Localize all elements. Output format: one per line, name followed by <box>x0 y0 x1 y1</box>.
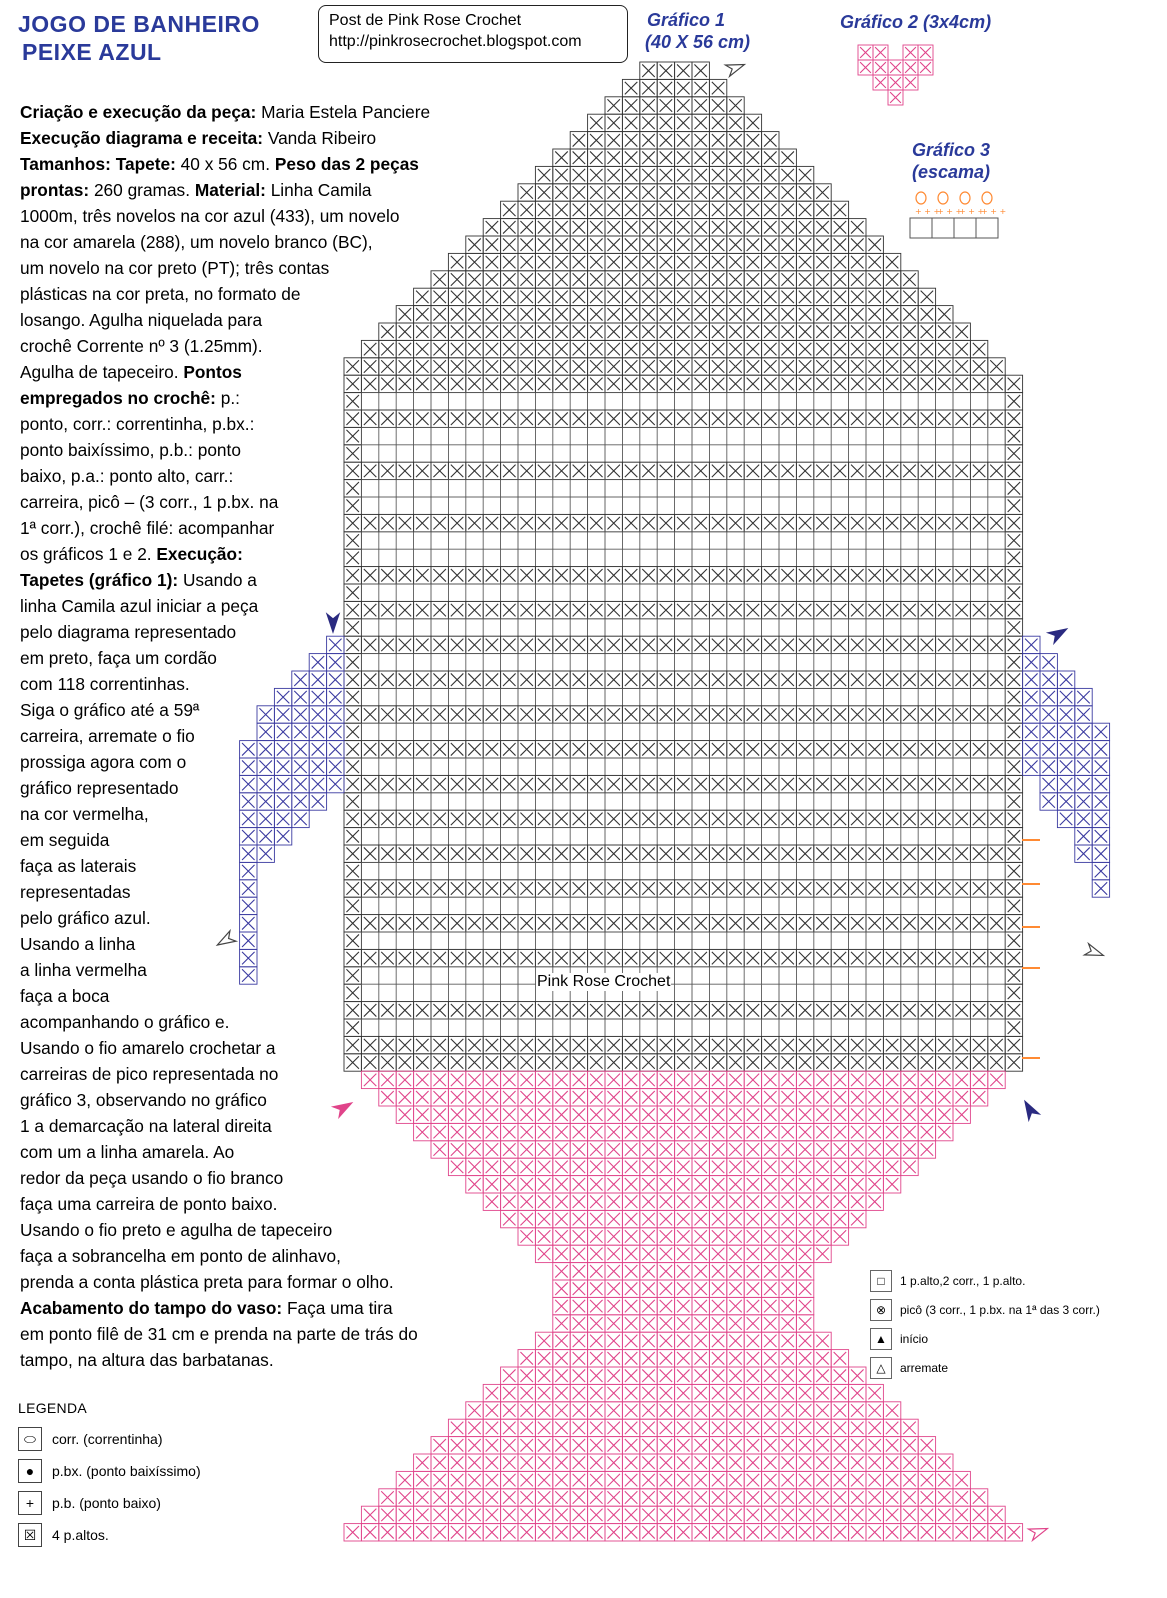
instruction-text: com um a linha amarela. Ao <box>20 1142 235 1162</box>
instruction-text: faça a sobrancelha em ponto de alinhavo, <box>20 1246 341 1266</box>
key-item <box>870 1326 928 1352</box>
instruction-text: gráfico 3, observando no gráfico <box>20 1090 267 1110</box>
legend <box>18 1400 201 1543</box>
instruction-text: ponto, corr.: correntinha, p.bx.: <box>20 414 255 434</box>
graph-1-title-line2: (40 X 56 cm) <box>645 32 751 52</box>
svg-text:+ + +: + + + <box>959 207 985 216</box>
legend-symbol-icon: + <box>18 1491 42 1515</box>
instruction-bold-text: Peso das 2 peças <box>274 154 419 174</box>
instruction-bold-text: Tamanhos: Tapete: <box>20 154 181 174</box>
legend-item <box>18 1489 161 1517</box>
legend-label: corr. (correntinha) <box>52 1431 163 1447</box>
instruction-text: losango. Agulha niquelada para <box>20 310 263 330</box>
instruction-bold-text: prontas: <box>20 180 94 200</box>
instruction-text: pelo diagrama representado <box>20 622 237 642</box>
instruction-text: representadas <box>20 882 131 902</box>
instruction-text: plásticas na cor preta, no formato de <box>20 284 301 304</box>
instruction-text: Maria Estela Panciere <box>261 102 431 122</box>
svg-text:+ + +: + + + <box>981 207 1007 216</box>
legend-symbol-icon: ● <box>18 1459 42 1483</box>
yellow-demarcation-marks <box>1022 840 1040 1058</box>
instruction-text: Linha Camila <box>270 180 372 200</box>
legend-label: p.bx. (ponto baixíssimo) <box>52 1463 201 1479</box>
instruction-text: pelo gráfico azul. <box>20 908 151 928</box>
legend-item <box>18 1457 201 1485</box>
inicio-arrow-icon <box>333 1098 355 1117</box>
instruction-bold-text: Execução: <box>156 544 243 564</box>
instruction-text: Usando a linha <box>20 934 136 954</box>
inicio-arrow-icon <box>1020 1098 1039 1120</box>
key-label: arremate <box>900 1361 949 1375</box>
fish-head-grid <box>344 62 1005 375</box>
instruction-text: em seguida <box>20 830 110 850</box>
instruction-text: 1000m, três novelos na cor azul (433), um novelo <box>20 206 400 226</box>
legend-symbol-icon: ⬭ <box>18 1427 42 1451</box>
instruction-bold-text: Material: <box>194 180 271 200</box>
instruction-text: Usando o fio preto e agulha de tapeceiro <box>20 1220 333 1240</box>
key-symbol-icon: △ <box>870 1357 892 1379</box>
legend-label: p.b. (ponto baixo) <box>52 1495 161 1511</box>
instruction-text: faça uma carreira de ponto baixo. <box>20 1194 278 1214</box>
instruction-text: os gráficos 1 e 2. <box>20 544 157 564</box>
instruction-bold-text: Criação e execução da peça: <box>20 102 262 122</box>
graph-3-title-line1: Gráfico 3 <box>912 140 991 160</box>
key-label: início <box>900 1332 929 1346</box>
instruction-text: 260 gramas. <box>93 180 195 200</box>
arremate-arrow-icon <box>214 931 236 950</box>
legend-label: 4 p.altos. <box>52 1527 109 1543</box>
instruction-text: 1ª corr.), crochê filé: acompanhar <box>20 518 275 538</box>
instruction-text: Siga o gráfico até a 59ª <box>20 700 200 720</box>
legend-item <box>18 1521 109 1549</box>
svg-text:+ + +: + + + <box>937 207 963 216</box>
key-label: picô (3 corr., 1 p.bx. na 1ª das 3 corr.) <box>900 1303 1100 1317</box>
instruction-text: baixo, p.a.: ponto alto, carr.: <box>20 466 234 486</box>
instruction-text: faça a boca <box>20 986 110 1006</box>
legend-title: LEGENDA <box>18 1400 88 1416</box>
graph-3-scale-grid <box>910 192 1006 238</box>
instruction-text: gráfico representado <box>20 778 179 798</box>
instruction-bold-text: Execução diagrama e receita: <box>20 128 268 148</box>
instruction-text: um novelo na cor preto (PT); três contas <box>20 258 330 278</box>
arremate-arrow-icon <box>725 59 746 76</box>
instruction-bold-text: Pontos <box>183 362 242 382</box>
instruction-text: carreira, arremate o fio <box>20 726 195 746</box>
instruction-text: p.: <box>220 388 240 408</box>
fish-body-grid <box>344 375 1023 1071</box>
inicio-arrow-icon <box>327 614 339 632</box>
instruction-text: a linha vermelha <box>20 960 147 980</box>
instruction-text: Usando o fio amarelo crochetar a <box>20 1038 276 1058</box>
arremate-arrow-icon <box>1028 1523 1049 1540</box>
instruction-text: Vanda Ribeiro <box>267 128 377 148</box>
instruction-bold-text: empregados no crochê: <box>20 388 221 408</box>
key-label: 1 p.alto,2 corr., 1 p.alto. <box>900 1274 1026 1288</box>
instruction-text: crochê Corrente nº 3 (1.25mm). <box>20 336 263 356</box>
instruction-text: na cor vermelha, <box>20 804 149 824</box>
graph-2-title: Gráfico 2 (3x4cm) <box>840 12 992 32</box>
instruction-text: tampo, na altura das barbatanas. <box>20 1350 274 1370</box>
instruction-text: linha Camila azul iniciar a peça <box>20 596 259 616</box>
legend-item <box>18 1425 162 1453</box>
instruction-text: redor da peça usando o fio branco <box>20 1168 284 1188</box>
svg-text:+ + +: + + + <box>915 207 941 216</box>
instruction-text: faça as laterais <box>20 856 137 876</box>
instruction-bold-text: Acabamento do tampo do vaso: <box>20 1298 287 1318</box>
instruction-text: Faça uma tira <box>286 1298 393 1318</box>
instruction-text: Usando a <box>182 570 257 590</box>
instruction-text: em ponto filê de 31 cm e prenda na parte de trás do <box>20 1324 418 1344</box>
key-symbol-icon: ▲ <box>870 1328 892 1350</box>
key-symbol-icon: ⊗ <box>870 1299 892 1321</box>
title-line-1: JOGO DE BANHEIRO <box>18 11 260 37</box>
instruction-text: ponto baixíssimo, p.b.: ponto <box>20 440 241 460</box>
title-line-2: PEIXE AZUL <box>22 39 162 65</box>
graph-3-title-line2: (escama) <box>912 162 991 182</box>
instruction-text: na cor amarela (288), um novelo branco (BC), <box>20 232 373 252</box>
legend-symbol-icon: ☒ <box>18 1523 42 1547</box>
instruction-text: 1 a demarcação na lateral direita <box>20 1116 272 1136</box>
key-item <box>870 1297 1100 1323</box>
key-item <box>870 1268 1025 1294</box>
post-credit-name: Post de Pink Rose Crochet <box>329 12 522 29</box>
instruction-text: prossiga agora com o <box>20 752 187 772</box>
key-item <box>870 1355 948 1381</box>
post-credit-url[interactable]: http://pinkrosecrochet.blogspot.com <box>329 33 582 50</box>
instruction-text: Agulha de tapeceiro. <box>20 362 184 382</box>
right-fin-grid <box>1023 636 1110 897</box>
instruction-text: com 118 correntinhas. <box>20 674 190 694</box>
left-fin-grid <box>240 636 344 984</box>
inicio-arrow-icon <box>1048 624 1070 643</box>
instruction-text: em preto, faça um cordão <box>20 648 217 668</box>
instruction-text: carreiras de pico representada no <box>20 1064 279 1084</box>
arremate-arrow-icon <box>1084 944 1105 961</box>
watermark: Pink Rose Crochet <box>537 973 671 990</box>
instruction-text: acompanhando o gráfico e. <box>20 1012 230 1032</box>
instruction-text: 40 x 56 cm. <box>180 154 275 174</box>
graph-2-heart-grid <box>858 45 933 105</box>
key-symbol-icon: □ <box>870 1270 892 1292</box>
instruction-text: carreira, picô – (3 corr., 1 p.bx. na <box>20 492 279 512</box>
instruction-text: prenda a conta plástica preta para formar o olho. <box>20 1272 394 1292</box>
instruction-bold-text: Tapetes (gráfico 1): <box>20 570 183 590</box>
graph-1-title-line1: Gráfico 1 <box>647 10 726 30</box>
